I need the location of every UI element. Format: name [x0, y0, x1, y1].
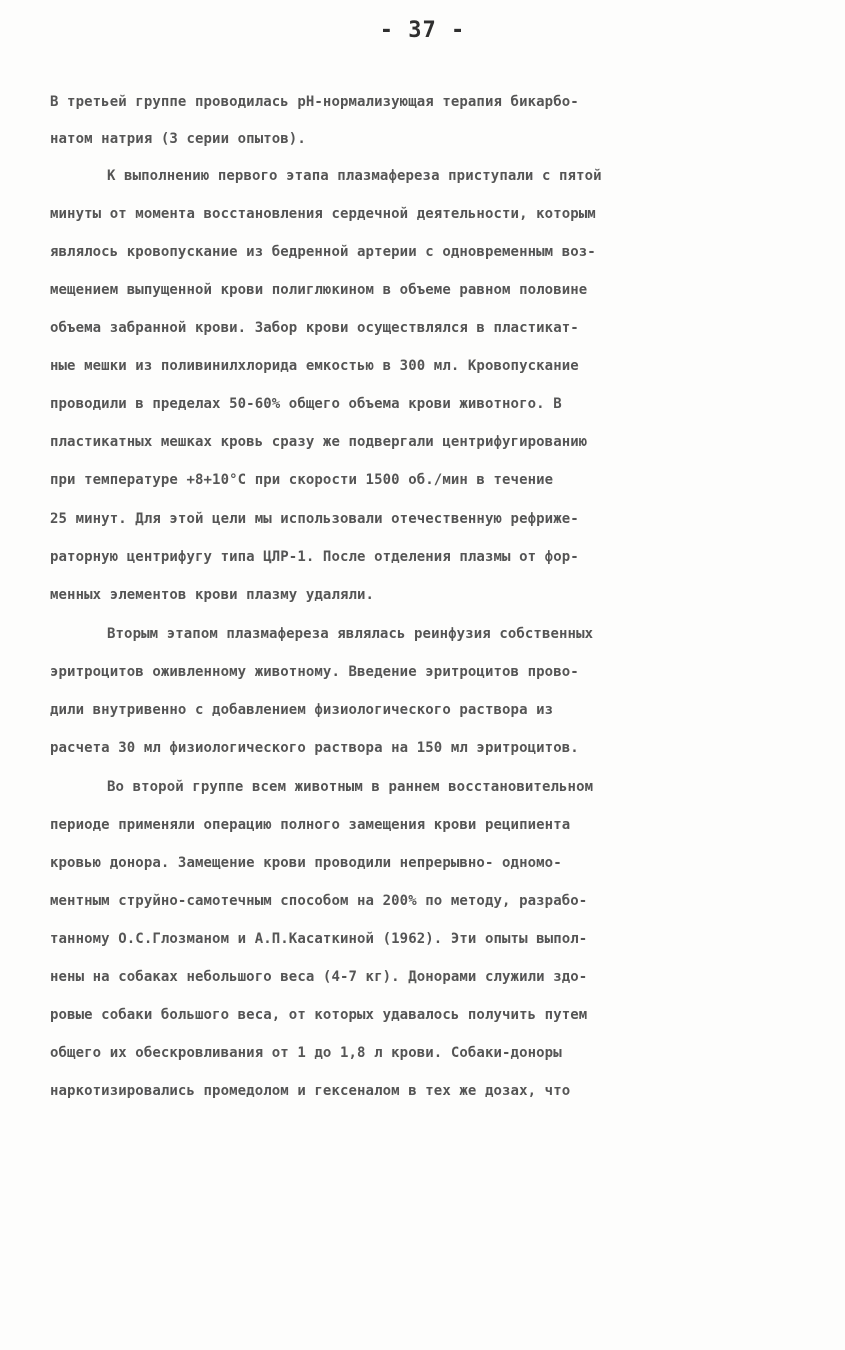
text-line: менных элементов крови плазму удаляли.	[50, 587, 375, 603]
text-line: периоде применяли операцию полного замещения крови реципиента	[50, 817, 571, 833]
text-line: наркотизировались промедолом и гексеналом в тех же дозах, что	[50, 1083, 571, 1099]
text-line: К выполнению первого этапа плазмафереза приступали с пятой	[107, 168, 602, 184]
text-line: раторную центрифугу типа ЦЛР-1. После отделения плазмы от фор-	[50, 549, 579, 565]
page-number: - 37 -	[379, 18, 466, 43]
text-line: объема забранной крови. Забор крови осуществлялся в пластикат-	[50, 320, 579, 336]
text-line: Вторым этапом плазмафереза являлась реинфузия собственных	[107, 626, 594, 642]
text-line: проводили в пределах 50-60% общего объема крови животного. В	[50, 396, 562, 412]
text-line: пластикатных мешках кровь сразу же подвергали центрифугированию	[50, 434, 588, 450]
text-line: натом натрия (3 серии опытов).	[50, 131, 306, 147]
text-line: танному О.С.Глозманом и А.П.Касаткиной (1962). Эти опыты выпол-	[50, 931, 588, 947]
text-line: общего их обескровливания от 1 до 1,8 л крови. Собаки-доноры	[50, 1045, 562, 1061]
text-line: нены на собаках небольшого веса (4-7 кг). Донорами служили здо-	[50, 969, 588, 985]
text-line: эритроцитов оживленному животному. Введение эритроцитов прово-	[50, 664, 579, 680]
text-line: ровые собаки большого веса, от которых удавалось получить путем	[50, 1007, 588, 1023]
text-line: В третьей группе проводилась рН-нормализующая терапия бикарбо-	[50, 94, 579, 110]
text-line: 25 минут. Для этой цели мы использовали отечественную рефриже-	[50, 511, 579, 527]
text-line: ментным струйно-самотечным способом на 200% по методу, разрабо-	[50, 893, 588, 909]
text-line: ные мешки из поливинилхлорида емкостью в 300 мл. Кровопускание	[50, 358, 579, 374]
text-line: являлось кровопускание из бедренной артерии с одновременным воз-	[50, 244, 596, 260]
text-line: дили внутривенно с добавлением физиологического раствора из	[50, 702, 554, 718]
text-line: Во второй группе всем животным в раннем восстановительном	[107, 779, 594, 795]
text-line: расчета 30 мл физиологического раствора на 150 мл эритроцитов.	[50, 740, 579, 756]
text-line: при температуре +8+10°С при скорости 1500 об./мин в течение	[50, 472, 554, 488]
text-line: кровью донора. Замещение крови проводили непрерывно- одномо-	[50, 855, 562, 871]
text-line: минуты от момента восстановления сердечной деятельности, которым	[50, 206, 596, 222]
text-line: мещением выпущенной крови полиглюкином в объеме равном половине	[50, 282, 588, 298]
